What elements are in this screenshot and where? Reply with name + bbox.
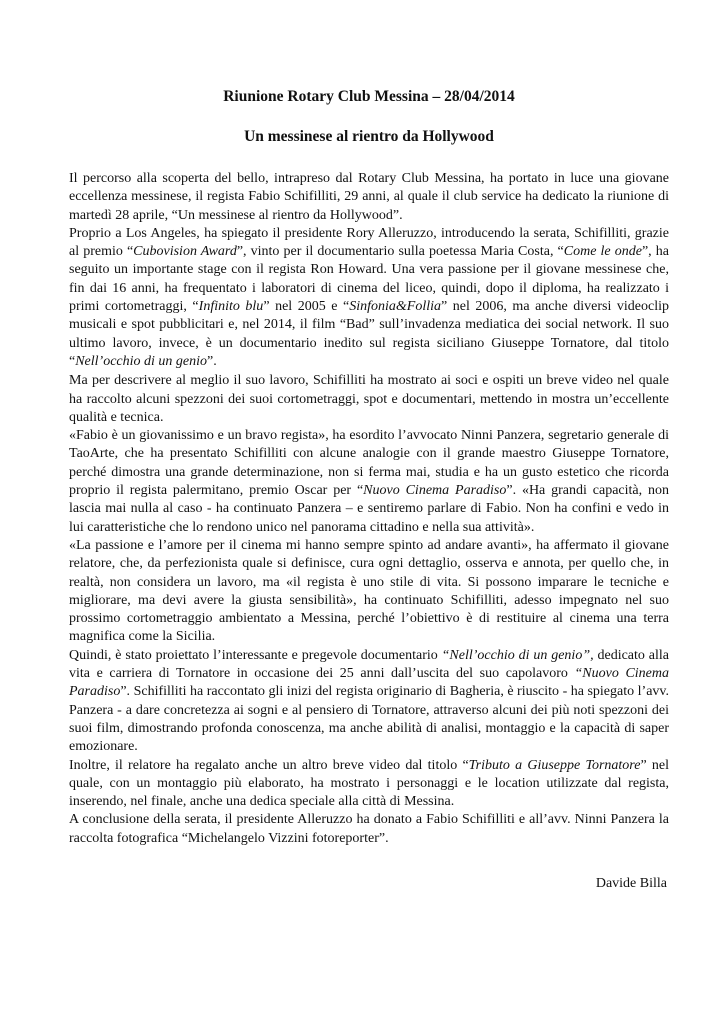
paragraph-5 [69, 537, 669, 647]
text-run: Proprio a Los Angeles, ha spiegato il presidente Rory Alleruzzo, introducendo la serata, Schifilliti, grazie al premio “ [69, 225, 669, 260]
italic-title: “Nell’occhio di un genio”, [441, 647, 594, 663]
paragraph-2 [69, 225, 669, 371]
text-run: ”, vinto per il documentario sulla poetessa Maria Costa, “ [236, 244, 564, 260]
paragraph-6 [69, 647, 669, 757]
italic-title: Come le onde [563, 244, 642, 260]
text-run: ”, ha seguito un importante stage con il regista Ron Howard. Una vera passione per il giovane messinese che, fin dai 16 anni, ha frequentato i laboratori di cinema del liceo, quindi, dopo il diploma, ha realizzato i primi cortometraggi, “ [69, 244, 669, 315]
paragraph-3 [69, 372, 669, 427]
text-run: ”. [207, 353, 217, 369]
italic-title: Infinito blu [198, 299, 264, 315]
text-run: Il percorso alla scoperta del bello, intrapreso dal Rotary Club Messina, ha portato in luce una giovane eccellenza messinese, il regista Fabio Schifilliti, 29 anni, al quale il club service ha dedicato la riunione di martedì 28 aprile, “Un messinese al rientro da Hollywood”. [69, 171, 669, 223]
text-run: ” nel quale, con un montaggio più elaborato, ha mostrato i personaggi e le location utilizzate dal regista, inserendo, nel finale, anche una dedica speciale alla città di Messina. [69, 757, 669, 810]
text-run: ”. «Ha grandi capacità, non lascia mai nulla al caso - ha continuato Panzera – e sentiremo parlare di Fabio. Non ha confini e vedo in lui caratteristiche che lo rendono unico nel panorama cittadino e nella sua attività». [69, 483, 669, 535]
text-run: ” nel 2005 e “ [263, 299, 350, 315]
text-run: dedicato alla vita e carriera di Tornatore in occasione dei 25 anni dall’uscita del suo capolavoro [69, 647, 669, 682]
document-title: Riunione Rotary Club Messina – 28/04/2014 [223, 88, 515, 105]
text-run: «La passione e l’amore per il cinema mi hanno sempre spinto ad andare avanti», ha affermato il giovane relatore, che, da perfezionista quale si definisce, cura ogni dettaglio, osserva e annota, per quello che, in realtà, non considera un lavoro, ma «il regista è uno stile di vita. Si possono imparare le tecniche e migliorare, ma devi avere la giusta sensibilità», ha continuato Schifilliti, adesso impegnato nel suo prossimo cortometraggio ambientato a Messina, perché l’obiettivo è di restituire al cinema una terra magnifica come la Sicilia. [69, 537, 669, 645]
paragraph-8 [69, 811, 669, 848]
italic-title: Nuovo Cinema Paradiso [363, 483, 507, 499]
document-subtitle: Un messinese al rientro da Hollywood [244, 128, 494, 145]
text-run: A conclusione della serata, il presidente Alleruzzo ha donato a Fabio Schifilliti e all’avv. Ninni Panzera la raccolta fotografica “Michelangelo Vizzini fotoreporter”. [69, 812, 669, 846]
author-signature: Davide Billa [595, 875, 667, 891]
italic-title: “Nuovo Cinema Paradiso [69, 666, 670, 700]
italic-title: Cubovision Award [133, 244, 237, 260]
text-run: ” nel 2006, ma anche diversi videoclip musicali e spot pubblicitari e, nel 2014, il film “Bad” sull’invadenza mediatica dei social network. Il suo ultimo lavoro, invece, è un documentario inedito sul regista siciliano Giuseppe Tornatore, dal titolo “ [69, 299, 669, 369]
text-run: Inoltre, il relatore ha regalato anche un altro breve video dal titolo “ [69, 757, 469, 773]
text-run: «Fabio è un giovanissimo e un bravo regista», ha esordito l’avvocato Ninni Panzera, segretario generale di TaoArte, che ha presentato Schifilliti con alcune analogie con il grande maestro Giuseppe Tornatore, perché dimostra una grande determinazione, non si ferma mai, studia e ha un gusto estetico che ricorda proprio il regista palermitano, premio Oscar per “ [69, 428, 669, 499]
italic-title: Tributo a Giuseppe Tornatore [468, 757, 641, 773]
text-run: Quindi, è stato proiettato l’interessante e pregevole documentario [69, 647, 442, 663]
paragraph-4 [69, 427, 669, 537]
paragraph-1 [69, 170, 669, 225]
text-run: Ma per descrivere al meglio il suo lavoro, Schifilliti ha mostrato ai soci e ospiti un breve video nel quale ha raccolto alcuni spezzoni dei suoi cortometraggi, spot e documentari, mettendo in mostra un’eccellente qualità e tecnica. [69, 373, 669, 425]
italic-title: Sinfonia&Follia [349, 299, 441, 315]
paragraph-7 [69, 757, 669, 812]
text-run: ”. Schifilliti ha raccontato gli inizi del regista originario di Bagheria, è riuscito - ha spiegato l’avv. Panzera - a dare concretezza ai sogni e al pensiero di Tornatore, attraverso alcuni dei più noti spezzoni dei suoi film, dimostrando profonda conoscenza, ma anche abilità di analisi, montaggio e la capacità di saper emozionare. [69, 684, 669, 755]
italic-title: Nell’occhio di un genio [75, 353, 208, 369]
article-body [69, 170, 669, 848]
